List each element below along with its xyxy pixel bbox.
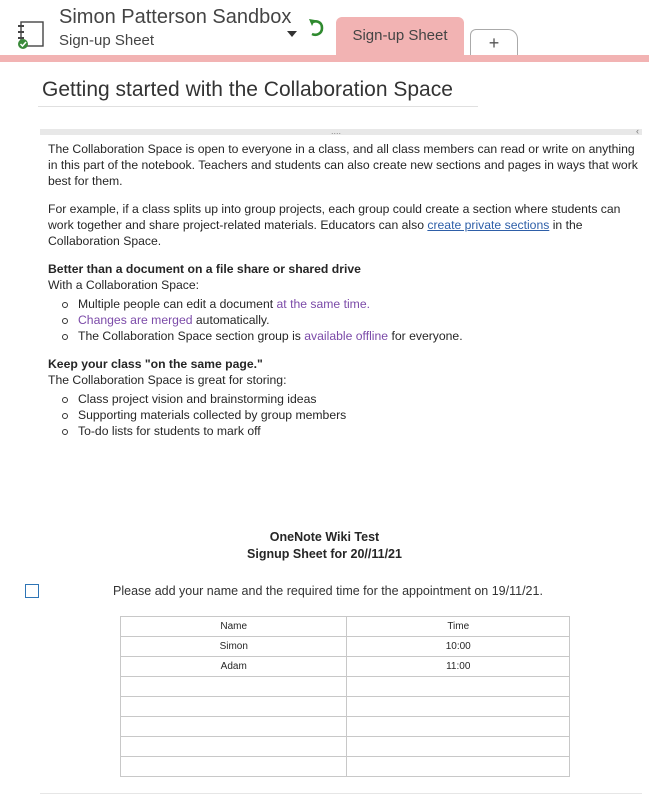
heading-better-than-document: Better than a document on a file share or shared drive: [48, 262, 361, 276]
list-item: To-do lists for students to mark off: [78, 423, 643, 439]
list-item: [78, 312, 643, 328]
bullet-highlight[interactable]: available offline: [304, 329, 389, 343]
table-cell[interactable]: 11:00: [347, 657, 570, 677]
table-cell[interactable]: [347, 677, 570, 697]
bullet-text: for everyone.: [388, 329, 463, 343]
notebook-header: [0, 0, 649, 62]
paragraph-intro[interactable]: The Collaboration Space is open to everyone in a class, and all class members can read or write on anything in this part of the notebook. Teachers and students can also create new sections and pages in ways that work best for them.: [48, 142, 638, 188]
list-item: Supporting materials collected by group members: [78, 407, 643, 423]
table-row: [121, 737, 570, 757]
bullet-highlight[interactable]: at the same time.: [276, 297, 370, 311]
paragraph-example-end: in the Collaboration Space.: [48, 218, 583, 248]
table-row: [121, 677, 570, 697]
table-cell[interactable]: 10:00: [347, 637, 570, 657]
section-name[interactable]: Sign-up Sheet: [59, 32, 155, 49]
container-resize-handle[interactable]: ‹: [636, 126, 639, 136]
table-row: [121, 637, 570, 657]
page-bottom-divider: [40, 793, 642, 794]
table-row: [121, 657, 570, 677]
todo-checkbox[interactable]: [25, 584, 39, 598]
notebook-title[interactable]: Simon Patterson Sandbox: [59, 6, 292, 28]
table-cell[interactable]: [121, 697, 347, 717]
intro-great-for-storing: The Collaboration Space is great for storing:: [48, 373, 287, 387]
container-grip[interactable]: ....: [331, 126, 342, 136]
page-content[interactable]: [48, 141, 643, 451]
table-row: [121, 717, 570, 737]
list-item: [78, 296, 643, 312]
table-cell[interactable]: Adam: [121, 657, 347, 677]
table-cell[interactable]: [347, 757, 570, 777]
table-header-row: [121, 617, 570, 637]
page-title[interactable]: Getting started with the Collaboration Space: [42, 78, 453, 101]
column-header-name[interactable]: Name: [121, 617, 347, 637]
table-cell[interactable]: [347, 717, 570, 737]
create-private-sections-link[interactable]: create private sections: [427, 218, 550, 232]
table-cell[interactable]: [347, 737, 570, 757]
header-accent-line: [0, 55, 649, 62]
notebook-icon[interactable]: [18, 20, 48, 50]
table-cell[interactable]: [347, 697, 570, 717]
bullet-text: The Collaboration Space section group is: [78, 329, 305, 343]
signup-instruction[interactable]: Please add your name and the required time for the appointment on 19/11/21.: [113, 584, 543, 598]
sync-arrow-icon[interactable]: [306, 17, 328, 41]
add-tab-button[interactable]: +: [470, 29, 518, 56]
signup-subtitle: Signup Sheet for 20//11/21: [247, 547, 402, 561]
paragraph-example-text: For example, if a class splits up into group projects, each group could create a section where students can work together and share project-related materials. Educators can also: [48, 202, 621, 232]
table-row: [121, 757, 570, 777]
table-cell[interactable]: [121, 737, 347, 757]
column-header-time[interactable]: Time: [347, 617, 570, 637]
table-cell[interactable]: Simon: [121, 637, 347, 657]
list-item: [78, 328, 643, 344]
benefits-list: [48, 296, 643, 344]
title-divider: [38, 106, 478, 107]
heading-same-page: Keep your class "on the same page.": [48, 357, 263, 371]
bullet-text: Multiple people can edit a document: [78, 297, 277, 311]
chevron-down-icon[interactable]: [285, 28, 299, 40]
tab-sign-up-sheet[interactable]: Sign-up Sheet: [336, 17, 464, 56]
bullet-text: automatically.: [192, 313, 270, 327]
list-item: Class project vision and brainstorming ideas: [78, 391, 643, 407]
table-row: [121, 697, 570, 717]
table-cell[interactable]: [121, 717, 347, 737]
signup-table[interactable]: [120, 616, 570, 777]
bullet-highlight[interactable]: Changes are merged: [78, 313, 193, 327]
table-cell[interactable]: [121, 677, 347, 697]
paragraph-example[interactable]: [48, 201, 643, 249]
table-cell[interactable]: [121, 757, 347, 777]
storing-list: [48, 391, 643, 439]
intro-with-collaboration: With a Collaboration Space:: [48, 278, 200, 292]
signup-title: OneNote Wiki Test: [269, 530, 380, 544]
